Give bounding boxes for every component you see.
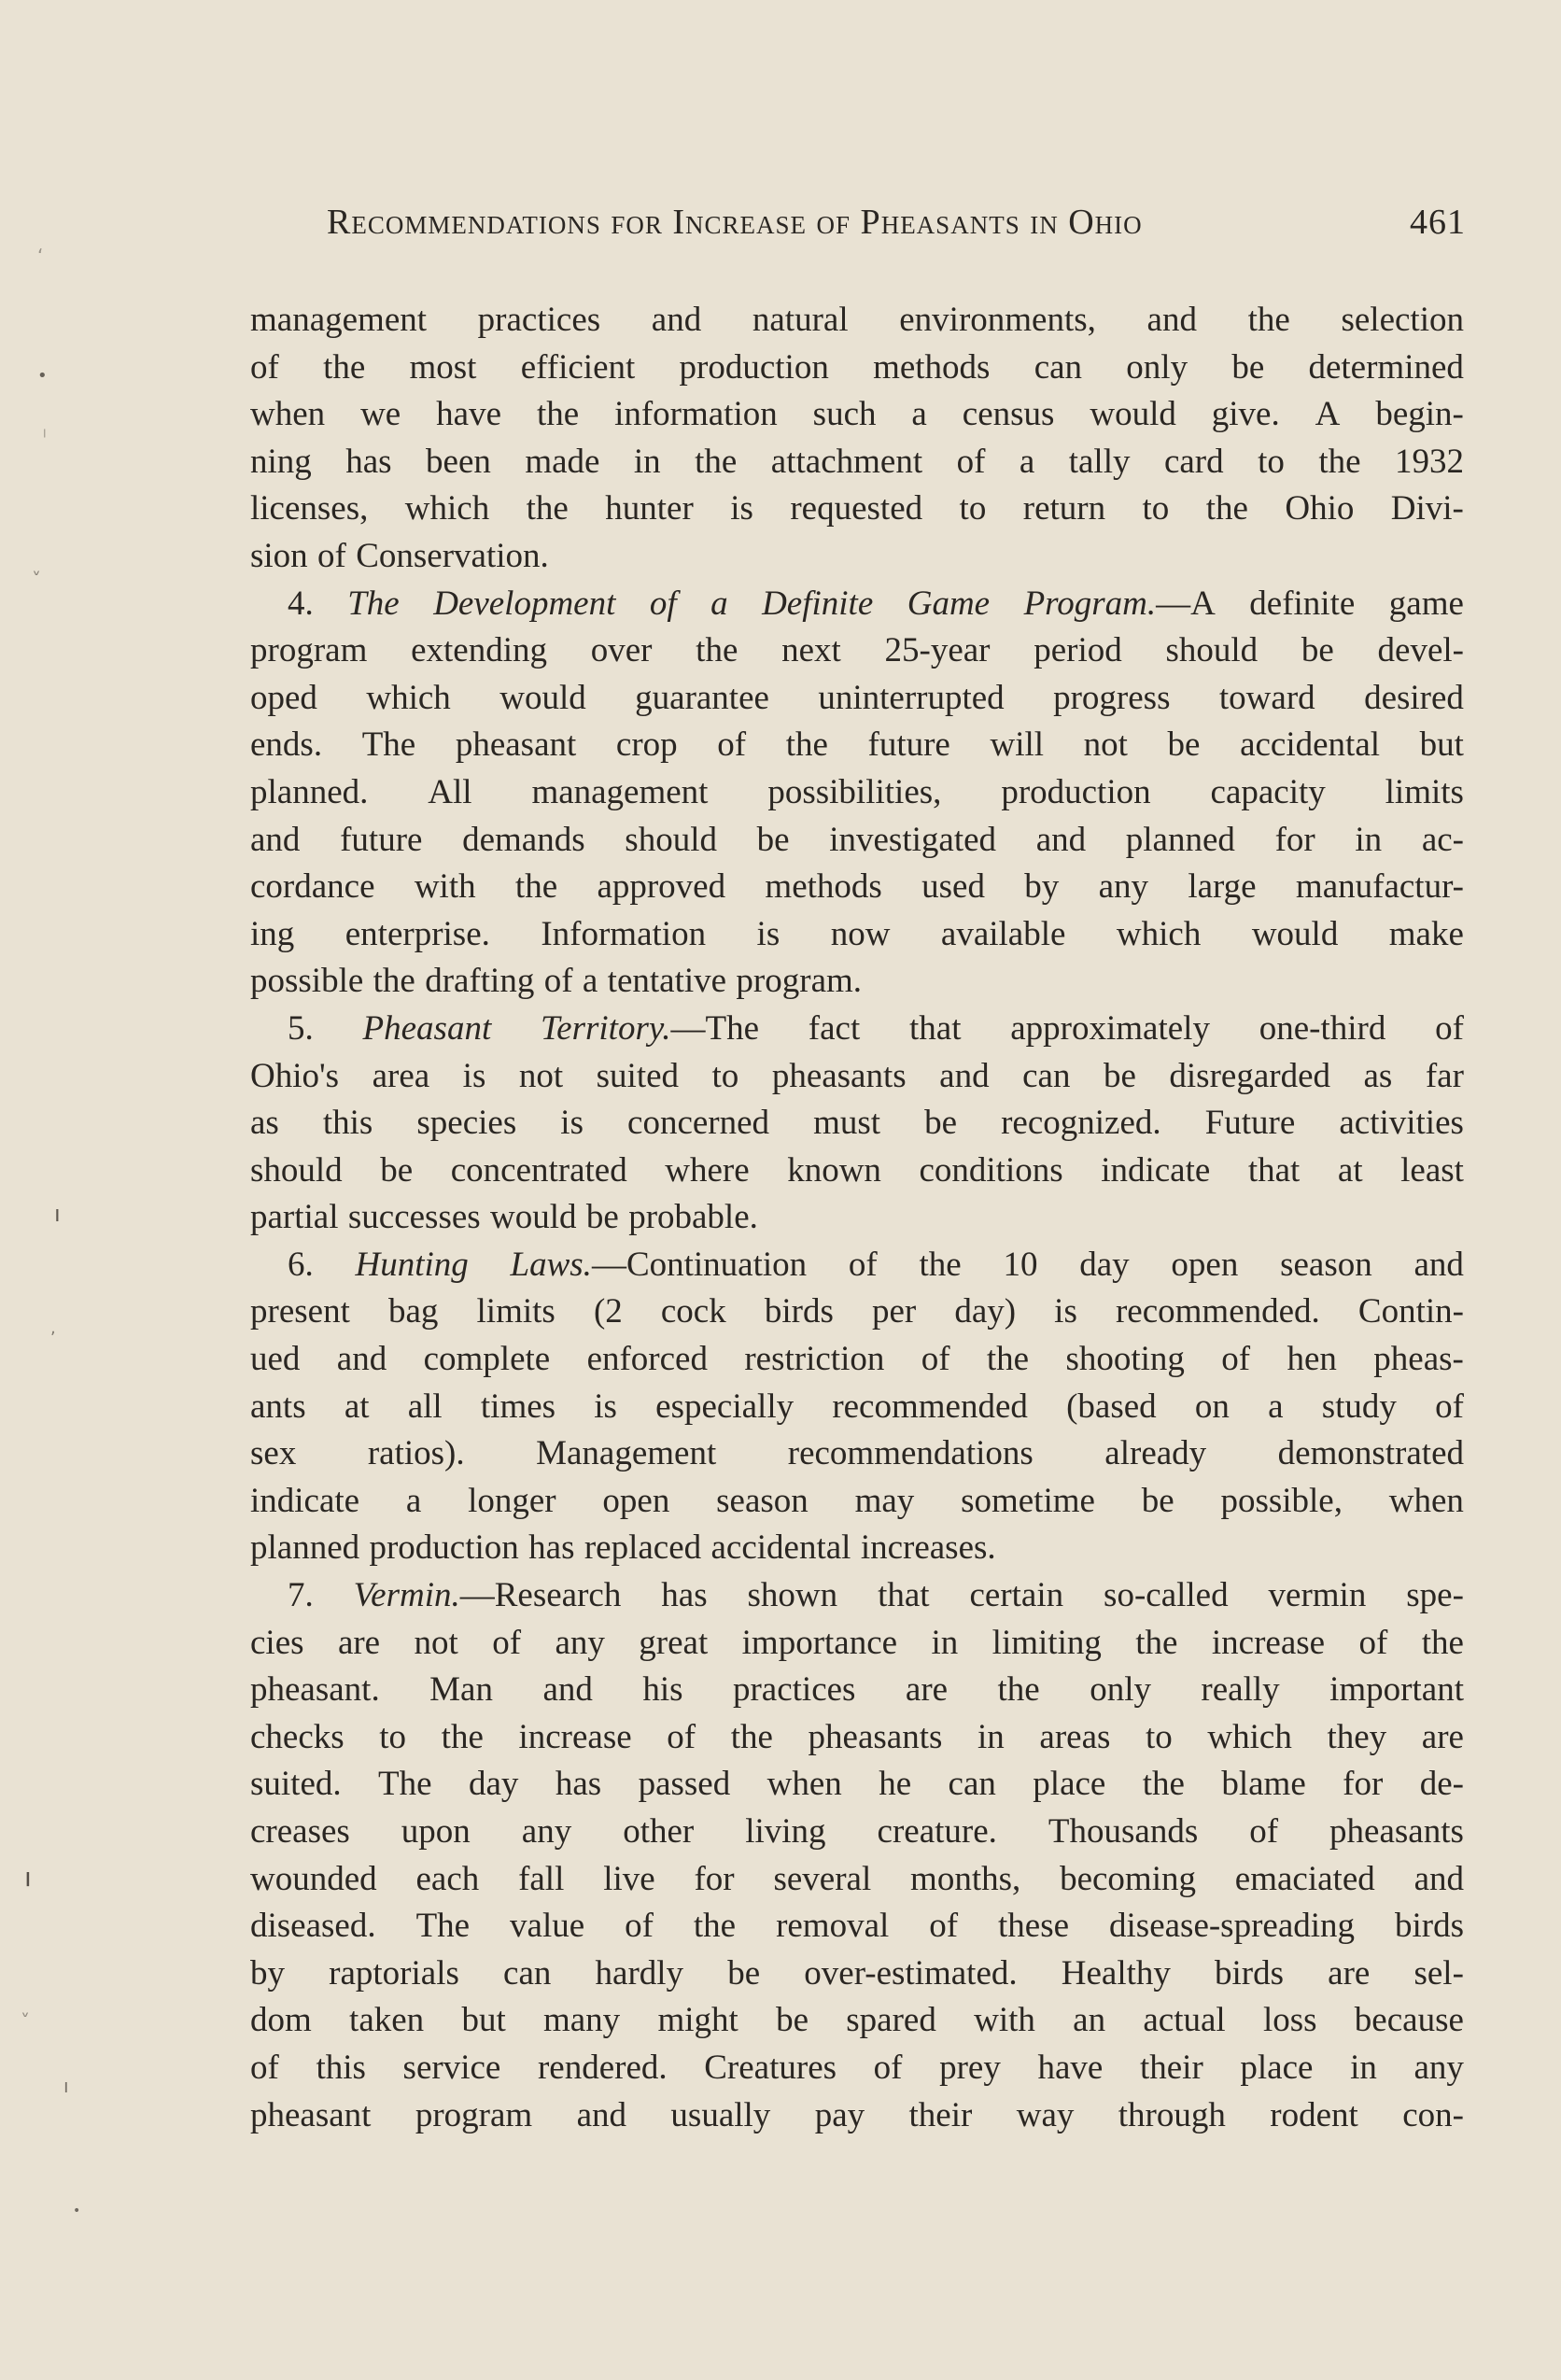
margin-speck: ˡ [43, 426, 47, 448]
text-line: cies are not of any great importance in limiting the increase of the [250, 1623, 1464, 1662]
text-line: program extending over the next 25-year period should be devel- [250, 631, 1464, 670]
margin-speck: • [73, 2204, 81, 2218]
text-line: of the most efficient production methods can only be determined [250, 347, 1464, 387]
text-line: 6. Hunting Laws.—Continuation of the 10 day open season and [288, 1245, 1464, 1284]
text-line: ning has been made in the attachment of a tally card to the 1932 [250, 442, 1464, 481]
text-line: as this species is concerned must be recognized. Future activities [250, 1104, 1464, 1143]
margin-speck: , [50, 1318, 56, 1338]
margin-speck: ‘ [37, 245, 44, 267]
body-text [250, 297, 1464, 2139]
text-line: sion of Conservation. [250, 536, 549, 575]
text-line: partial successes would be probable. [250, 1198, 758, 1237]
text-line: planned. All management possibilities, production capacity limits [250, 772, 1464, 811]
text-line: present bag limits (2 cock birds per day) is recommended. Contin- [250, 1292, 1464, 1331]
text-line: indicate a longer open season may sometime be possible, when [250, 1481, 1464, 1520]
text-line: when we have the information such a census would give. A begin- [250, 395, 1464, 434]
text-line: checks to the increase of the pheasants in areas to which they are [250, 1717, 1464, 1756]
text-line: suited. The day has passed when he can place the blame for de- [250, 1765, 1464, 1804]
text-line: wounded each fall live for several months, becoming emaciated and [250, 1859, 1464, 1898]
text-line: should be concentrated where known conditions indicate that at least [250, 1150, 1464, 1190]
text-line: sex ratios). Management recommendations already demonstrated [250, 1434, 1464, 1473]
margin-speck: ˬ [32, 553, 41, 575]
text-line: ends. The pheasant crop of the future will not be accidental but [250, 725, 1464, 765]
text-line: 7. Vermin.—Research has shown that certain so-called vermin spe- [288, 1576, 1464, 1615]
running-header-title: Recommendations for Increase of Pheasants in Ohio [327, 203, 1143, 242]
text-line: pheasant program and usually pay their way through rodent con- [250, 2095, 1464, 2134]
margin-speck: • [37, 366, 48, 386]
text-line: creases upon any other living creature. Thousands of pheasants [250, 1812, 1464, 1851]
text-line: possible the drafting of a tentative program. [250, 962, 863, 1001]
margin-speck: ı [63, 2075, 69, 2097]
page-number: 461 [1410, 203, 1466, 242]
text-line: oped which would guarantee uninterrupted progress toward desired [250, 678, 1464, 717]
text-line: 5. Pheasant Territory.—The fact that approximately one-third of [288, 1008, 1464, 1048]
text-line: and future demands should be investigated and planned for in ac- [250, 820, 1464, 859]
text-line: pheasant. Man and his practices are the only really important [250, 1670, 1464, 1710]
text-line: management practices and natural environments, and the selection [250, 301, 1464, 339]
text-line: 4. The Development of a Definite Game Program.—A definite game [288, 584, 1464, 623]
margin-speck: ı [24, 1862, 32, 1893]
running-header [327, 202, 1466, 258]
text-line: Ohio's area is not suited to pheasants and can be disregarded as far [250, 1056, 1464, 1095]
margin-speck: ı [54, 1201, 61, 1227]
text-line: licenses, which the hunter is requested to return to the Ohio Divi- [250, 489, 1464, 528]
text-line: ued and complete enforced restriction of the shooting of hen pheas- [250, 1340, 1464, 1379]
text-line: by raptorials can hardly be over-estimated. Healthy birds are sel- [250, 1953, 1464, 1993]
text-line: ants at all times is especially recommended (based on a study of [250, 1387, 1464, 1426]
text-line: planned production has replaced accidental increases. [250, 1528, 996, 1568]
text-line: ing enterprise. Information is now available which would make [250, 914, 1464, 953]
text-line: cordance with the approved methods used by any large manufactur- [250, 867, 1464, 907]
text-line: of this service rendered. Creatures of prey have their place in any [250, 2048, 1464, 2087]
text-line: dom taken but many might be spared with an actual loss because [250, 2001, 1464, 2040]
text-line: diseased. The value of the removal of these disease-spreading birds [250, 1907, 1464, 1946]
margin-speck: ˬ [21, 1994, 30, 2017]
